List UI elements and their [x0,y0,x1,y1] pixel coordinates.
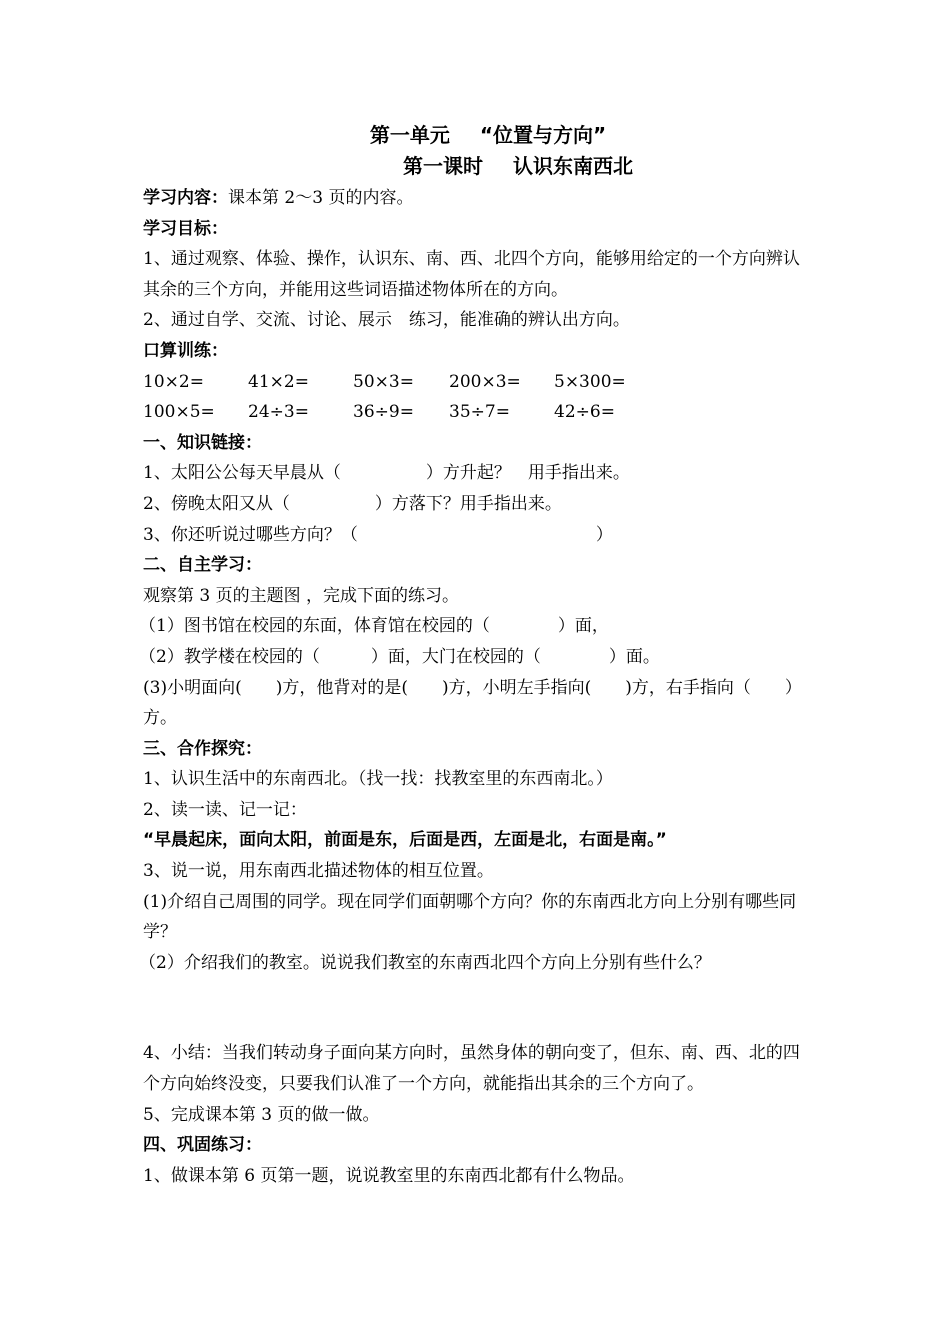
exercise-item: 1、太阳公公每天早晨从（ ）方升起？ 用手指出来。 [143,463,630,484]
goal-item: 1、通过观察、体验、操作，认识东、南、西、北四个方向，能够用给定的一个方向辨认其余的三个方向，并能用这些词语描述物体所在的方向。 [143,249,800,300]
oral-problem: 36÷9= [353,402,414,423]
oral-row [143,397,813,428]
exercise-item: 2、读一读、记一记： [143,799,307,820]
oral-row [143,367,813,398]
oral-problem: 200×3= [449,371,521,392]
exercise-item: 5、完成课本第 3 页的做一做。 [143,1104,380,1125]
unit-label: 第一单元 [369,123,450,147]
learning-content-text: 课本第 2～3 页的内容。 [228,188,414,208]
oral-heading: 口算训练： [143,340,228,361]
exercise-subitem: （2）介绍我们的教室。说说我们教室的东南西北四个方向上分别有些什么？ [139,952,711,973]
direction-rhyme: “早晨起床，面向太阳，前面是东，后面是西，左面是北，右面是南。” [143,830,667,851]
exercise-item: （1）图书馆在校园的东面，体育馆在校园的（ ）面， [139,616,609,637]
lesson-title [143,151,813,182]
oral-problem: 42÷6= [554,402,615,423]
exercise-item: 3、说一说，用东南西北描述物体的相互位置。 [143,861,494,882]
section-heading: 四、巩固练习： [143,1135,262,1156]
oral-problem: 100×5= [143,402,215,423]
section-intro: 观察第 3 页的主题图 ，完成下面的练习。 [143,585,460,606]
exercise-item: (3)小明面向( )方，他背对的是( )方，小明左手指向( )方，右手指向（ ）方。 [143,677,802,729]
lesson-topic: 认识东南西北 [513,154,633,178]
oral-problem: 24÷3= [248,402,309,423]
oral-problem: 10×2= [143,371,204,392]
exercise-item: 1、做课本第 6 页第一题，说说教室里的东南西北都有什么物品。 [143,1165,635,1186]
section-heading: 三、合作探究： [143,738,262,759]
oral-problem: 5×300= [554,371,626,392]
lesson-label: 第一课时 [403,154,483,178]
oral-problem: 35÷7= [449,402,510,423]
learning-content [143,183,813,214]
exercise-subitem: (1)介绍自己周围的同学。现在同学们面朝哪个方向？你的东南西北方向上分别有哪些同学？ [143,891,797,943]
learning-content-label: 学习内容： [143,188,228,208]
goal-item: 2、通过自学、交流、讨论、展示 练习，能准确的辨认出方向。 [143,310,630,331]
goals-heading: 学习目标： [143,218,228,239]
oral-problem: 50×3= [353,371,414,392]
summary-item: 4、小结：当我们转动身子面向某方向时，虽然身体的朝向变了，但东、南、西、北的四个方向始终没变，只要我们认准了一个方向，就能指出其余的三个方向了。 [143,1043,800,1095]
unit-title [143,120,813,151]
oral-problem: 41×2= [248,371,309,392]
section-heading: 一、知识链接： [143,432,262,453]
section-heading: 二、自主学习： [143,555,262,576]
document-body [139,120,813,1191]
unit-topic: “位置与方向” [479,123,607,147]
exercise-item: 3、你还听说过哪些方向？（ ） [143,524,613,545]
exercise-item: （2）教学楼在校园的（ ）面，大门在校园的（ ）面。 [139,646,660,667]
exercise-item: 1、认识生活中的东南西北。（找一找：找教室里的东西南北。） [143,769,613,790]
answer-space [143,978,813,1038]
exercise-item: 2、傍晚太阳又从（ ）方落下？用手指出来。 [143,493,562,514]
